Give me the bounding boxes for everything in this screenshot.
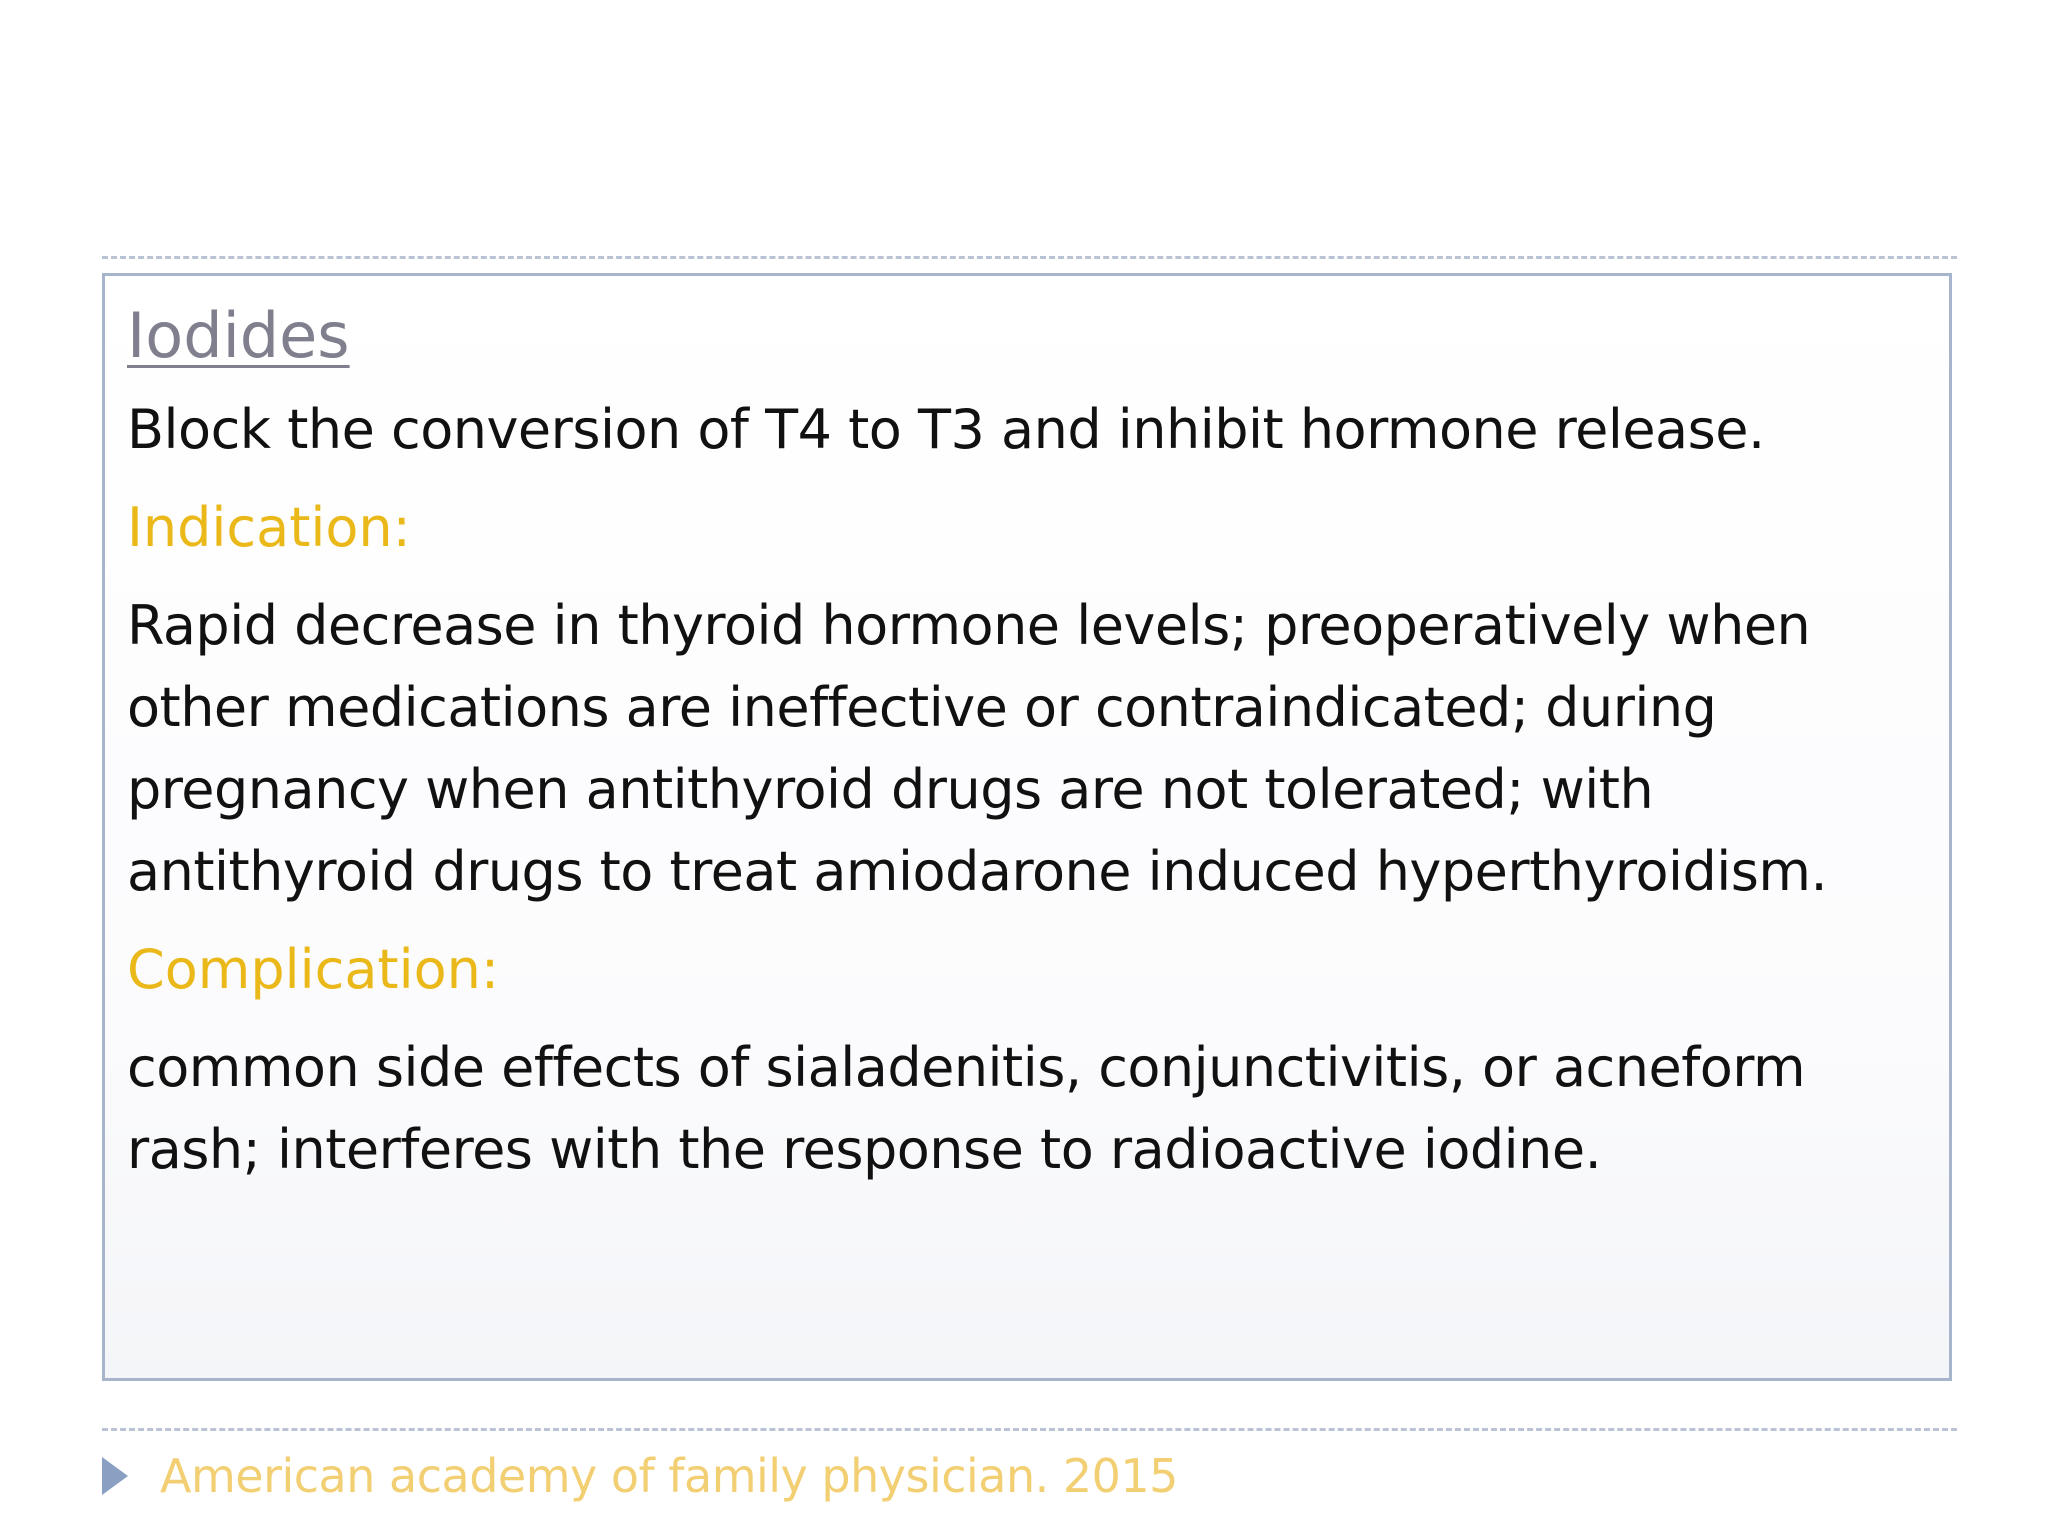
slide-heading: Iodides <box>127 299 350 372</box>
complication-text: common side effects of sialadenitis, conjunctivitis, or acneform rash; interferes with the response to radioactive iodine. <box>127 1035 1806 1181</box>
drug-description: Block the conversion of T4 to T3 and inhibit hormone release. <box>127 397 1765 461</box>
footer <box>102 1446 1178 1506</box>
content-body <box>127 296 1927 1207</box>
complication-label: Complication: <box>127 937 500 1001</box>
triangle-right-icon <box>102 1457 128 1495</box>
top-divider <box>102 256 1957 259</box>
indication-text: Rapid decrease in thyroid hormone levels; preoperatively when other medications are ineffective or contraindicated; during pregnancy when antithyroid drugs are not tolerated; with antithyroid drugs to treat amiodarone induced hyperthyroidism. <box>127 593 1828 903</box>
content-box <box>102 273 1952 1381</box>
bottom-divider <box>102 1428 1957 1431</box>
indication-label: Indication: <box>127 495 411 559</box>
footer-citation: American academy of family physician. 2015 <box>160 1449 1178 1503</box>
